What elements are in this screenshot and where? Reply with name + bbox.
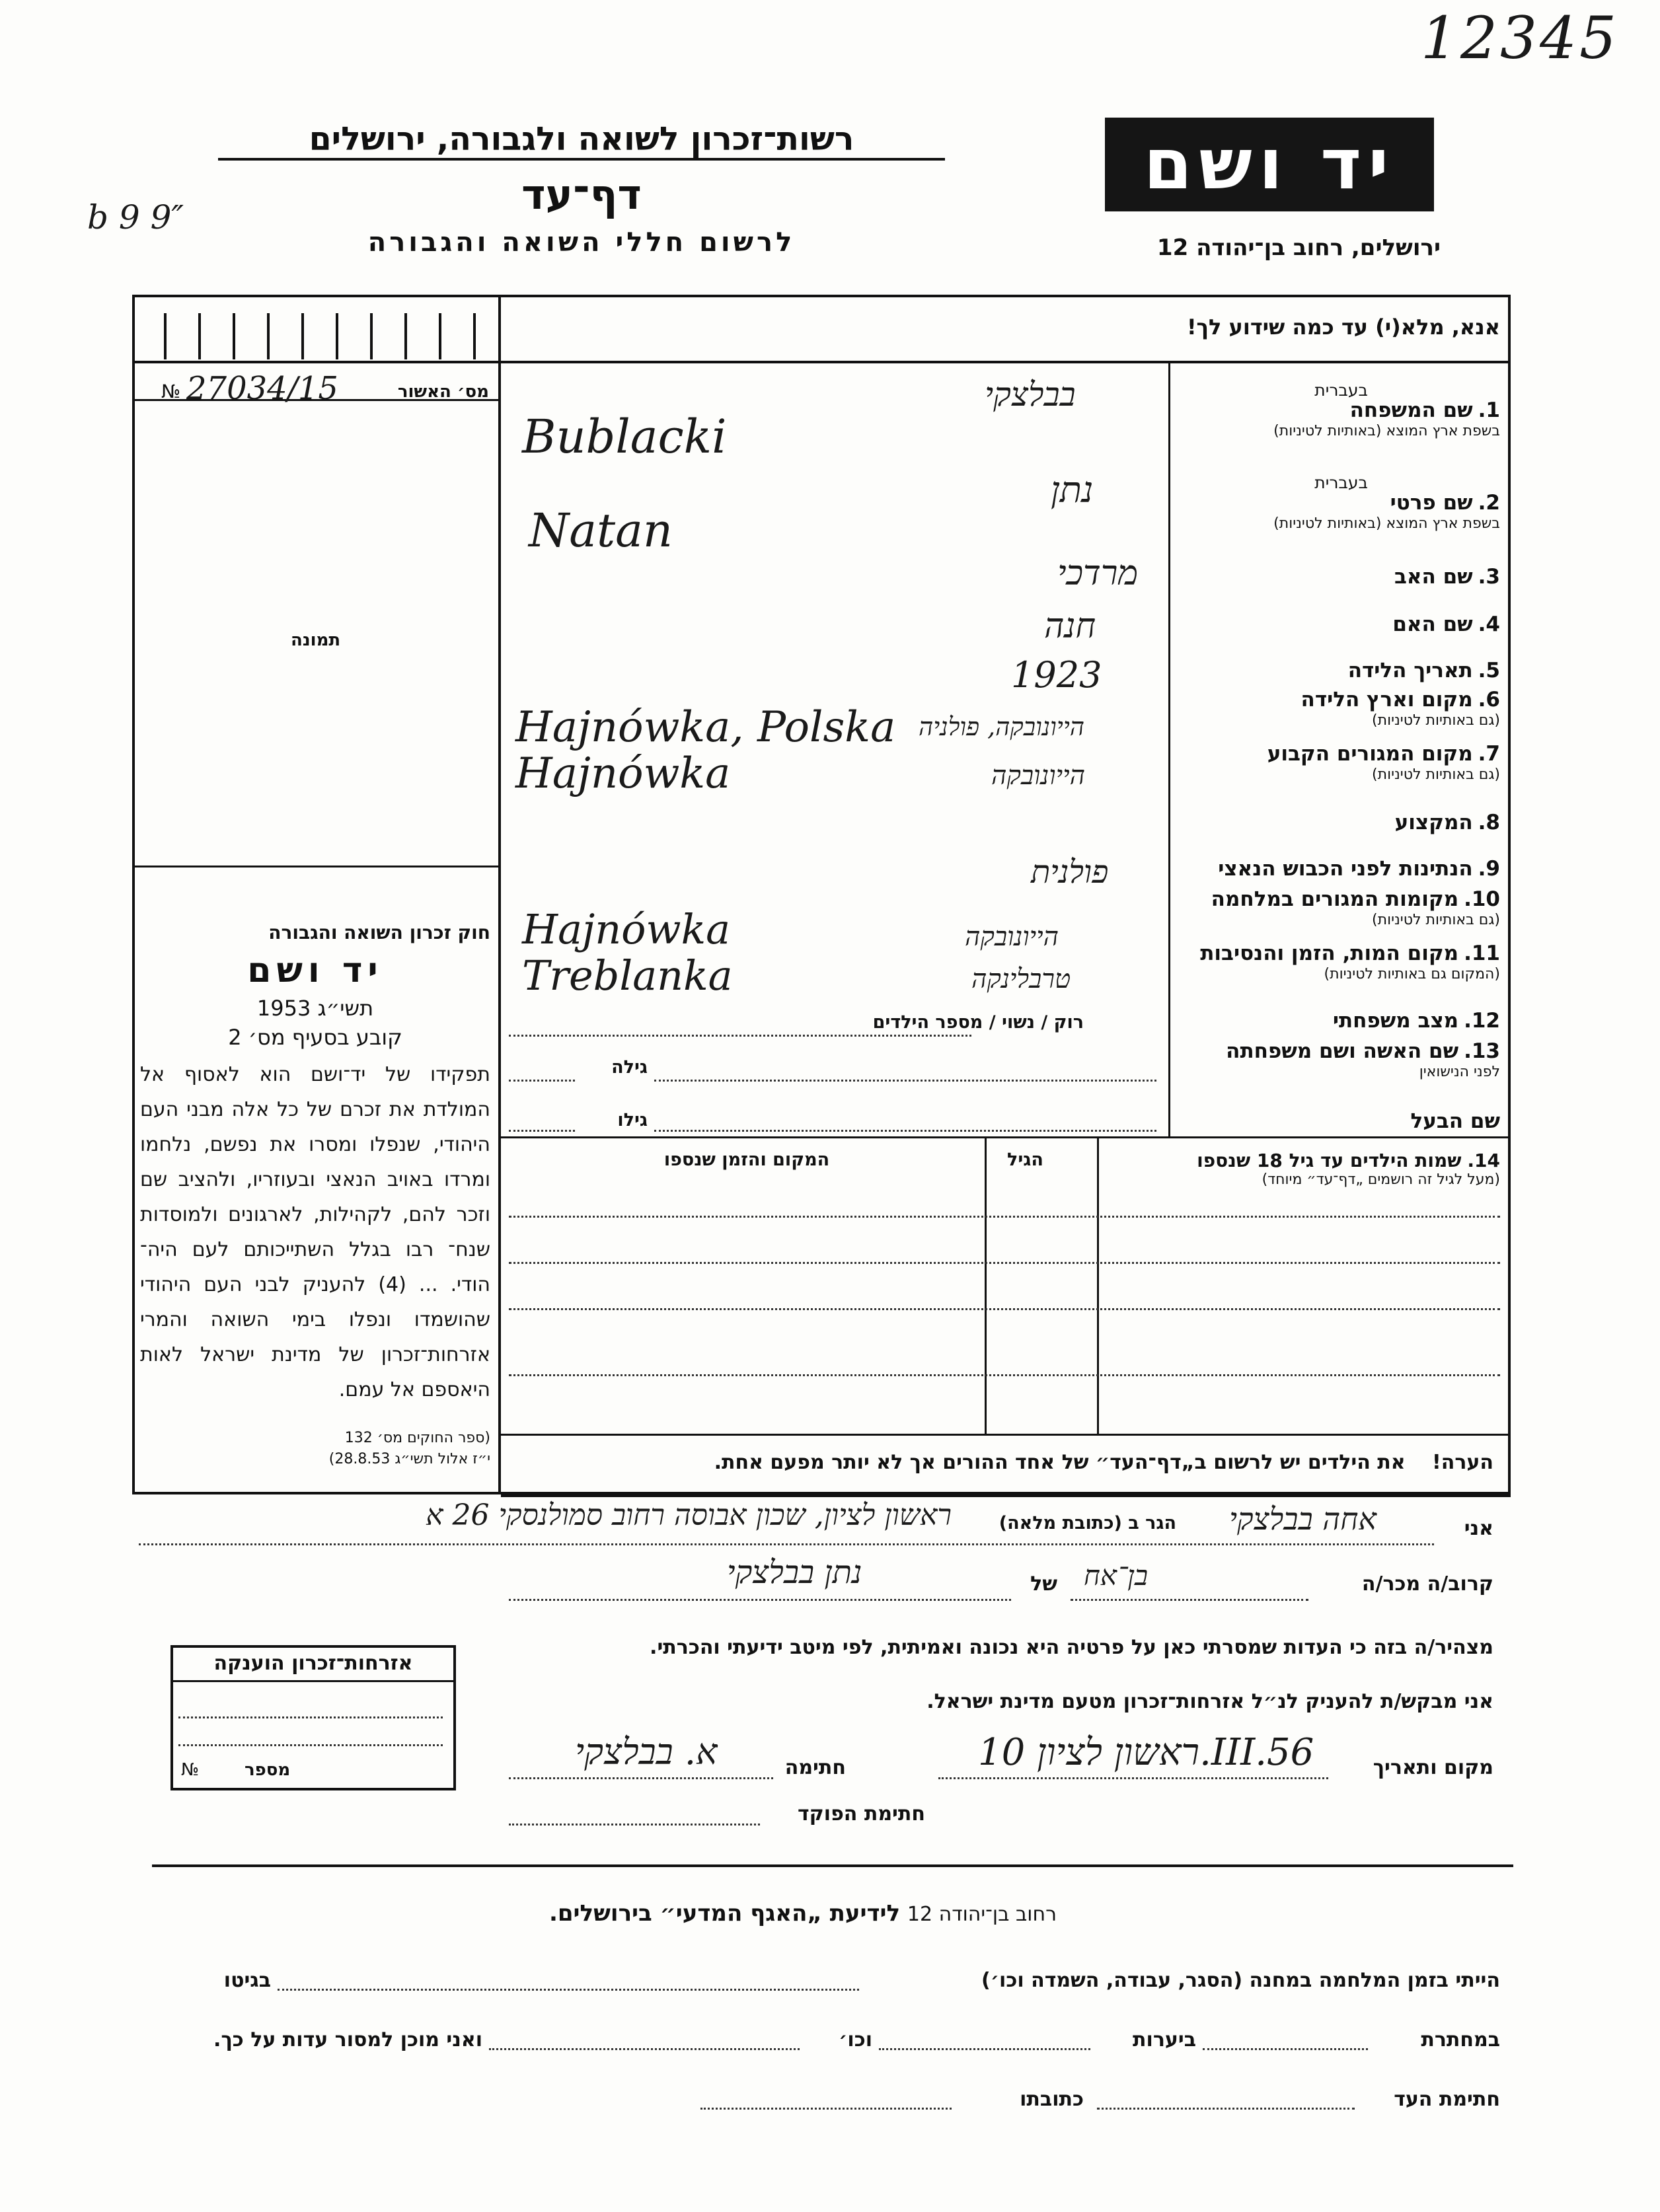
field-10-label: מקומות המגורים במלחמה (1211, 887, 1459, 911)
field-11-label: מקום המות, הזמן והנסיבות (1200, 941, 1459, 965)
place-date-value: ראשון לציון 10.III.56 (978, 1731, 1314, 1774)
children-label: שמות הילדים עד גיל 18 שנספו (1197, 1150, 1462, 1171)
field-11-hebrew-value: טרבלינקה (971, 964, 1071, 994)
husband-age-label: גילו (617, 1110, 648, 1130)
field-12-options: רוק / נשוי / מספר הילדים (872, 1012, 1084, 1033)
field-5-label: תאריך הלידה (1347, 659, 1473, 682)
relation-value: בן־אח (1084, 1559, 1149, 1592)
children-col-age: הגיל (1007, 1150, 1043, 1170)
citizenship-number-label: מספר (245, 1760, 291, 1780)
law-name: יד ושם (247, 951, 383, 990)
field-6-label: מקום וארץ הלידה (1301, 688, 1473, 712)
field-7-hebrew-value: הייונובקה (991, 760, 1086, 791)
field-9-label: הנתינות לפני הכבוש הנאצי (1218, 857, 1473, 881)
request-text: אני מבקש/ת להעניק לנ״ל אזרחות־זכרון מטעם מדינת ישראל. (926, 1690, 1493, 1713)
law-source-1: (ספר החוקים מס׳ 132 (344, 1430, 490, 1446)
field-11-sub: (המקום גם באותיות לטיניות) (1324, 966, 1500, 982)
field-2-num: 2. (1478, 491, 1500, 515)
husband-label: שם הבעל (1410, 1109, 1500, 1133)
field-3-label: שם האב (1394, 565, 1473, 589)
photo-label: תמונה (291, 630, 341, 650)
form-title: דף־עד (521, 170, 642, 219)
field-10-num: 10. (1464, 887, 1500, 911)
field-3-value: מרדכי (1057, 554, 1139, 593)
field-1-latin-value: Bublacki (522, 410, 727, 464)
field-4-num: 4. (1478, 612, 1500, 636)
law-title: חוק זכרון השואה והגבורה (268, 922, 490, 943)
note-text: את הילדים יש לרשום ב„דף־העד״ של אחד ההורים אך לא יותר מפעם אחת. (714, 1451, 1406, 1474)
hebrew-label-1: בעברית (1314, 381, 1368, 400)
footer-line2-d: ואני מוכן למסור עדות על כך. (213, 2028, 482, 2051)
footer-address: רחוב בן־יהודה 12 (907, 1903, 1057, 1926)
instruction: אנא, מלא(י) עד כמה שידוע לך! (1186, 314, 1500, 340)
field-11-num: 11. (1464, 941, 1500, 965)
footer-line3-a: חתימת העד (1394, 2088, 1500, 2111)
field-12-label: מצב משפחתי (1332, 1009, 1459, 1033)
field-11-latin-value: Treblanka (522, 951, 733, 1000)
field-7-label: מקום המגורים הקבוע (1267, 742, 1473, 766)
of-name: נתן בבלצקי (727, 1554, 862, 1591)
footer-line3-b: כתובתו (1020, 2088, 1084, 2111)
field-2-hebrew-value: נתן (1051, 469, 1094, 511)
footer-line1-a: הייתי בזמן המלחמה במחנה (הסגר, עבודה, השמדה וכו׳) (981, 1969, 1500, 1992)
note-label: הערה! (1432, 1451, 1493, 1474)
archive-number: 1234⁧5 (1421, 4, 1619, 72)
field-6-num: 6. (1478, 688, 1500, 712)
field-10-latin-value: Hajnówka (522, 905, 731, 953)
wife-age-label: גילה (611, 1057, 648, 1078)
declaration-text: מצהיר/ה בזה כי העדות שמסרתי כאן על פרטיה היא נכונה ואמיתית, לפי מיטב ידיעתי והכרתי. (650, 1636, 1493, 1659)
law-year: תשי״ג 1953 (256, 996, 374, 1021)
law-text: תפקידו של יד־ושם הוא לאסוף אל המולדת את זכרם של כל אלה מבני העם היהודי, שנפלו ומסרו את נפשם, נלחמו ומרדו באויב הנאצי ובעוזריו, ולהציב שם וזכר להם, לקהילות, לארגונים ולמוסדות שנח־ רבו בגלל השתייכותם לעם היה־ הודי. ... (4) להעניק לבני העם היהודי שהושמדו ונפלו בימי השואה והמרי אזרחות־זכרון של מדינת ישראל לאות היאספם אל עמם. (140, 1063, 490, 1401)
citizenship-number-prefix: № (181, 1760, 200, 1780)
field-5-value: 1923 (1011, 654, 1102, 696)
form-subtitle: לרשום חללי השואה והגבורה (367, 227, 796, 258)
declarant-lives-label: הגר ב (כתובת מלאה) (999, 1513, 1176, 1533)
footer-line1-b: בגיטו (223, 1969, 271, 1992)
field-2-latin-value: Natan (529, 503, 673, 558)
declarant-address: ראשון לציון, שכון אבוסה רחוב סמולנסקי 26 א (426, 1498, 952, 1532)
field-4-value: חנה (1044, 607, 1096, 646)
declarant-name: אחה בבלצקי (1229, 1501, 1377, 1537)
hebrew-label-2: בעברית (1314, 473, 1368, 492)
field-7-num: 7. (1478, 742, 1500, 766)
field-9-value: פולנית (1031, 854, 1109, 891)
place-date-label: מקום ותאריך (1373, 1756, 1493, 1779)
signature-label: חתימה (784, 1756, 846, 1779)
approval-label: מס׳ האשור (397, 382, 489, 402)
field-13-label: שם האשה ושם משפחתה (1226, 1039, 1459, 1063)
field-12-num: 12. (1464, 1009, 1500, 1033)
approval-prefix: № (161, 381, 181, 402)
field-10-hebrew-value: הייונובקה (965, 922, 1059, 952)
footer-line2-c: וכו׳ (839, 2028, 872, 2051)
field-4-label: שם האם (1392, 612, 1473, 636)
field-1-label: שם המשפחה (1349, 398, 1473, 422)
field-3-num: 3. (1478, 565, 1500, 589)
field-2-label: שם פרטי (1390, 491, 1473, 515)
officer-signature-label: חתימת הפוקד (798, 1802, 925, 1825)
of-label: של (1030, 1572, 1057, 1596)
latin-6: (גם באותיות לטיניות) (1372, 712, 1500, 729)
field-13-sub: לפני הנישואין (1419, 1064, 1500, 1080)
latin-7: (גם באותיות לטיניות) (1372, 766, 1500, 783)
latin-10: (גם באותיות לטיניות) (1372, 912, 1500, 928)
field-8-label: המקצוע (1394, 811, 1473, 834)
header-address: ירושלים, רחוב בן־יהודה 12 (1156, 235, 1441, 261)
children-sub: (מעל לגיל זה רושמים „דף־עד״ מיוחד) (1262, 1171, 1500, 1188)
yad-vashem-logo: יד ושם (1105, 118, 1434, 211)
children-col-place: המקום והזמן שנספו (663, 1150, 830, 1170)
authority-title: רשות־זכרון לשואה ולגבורה, ירושלים (218, 120, 945, 161)
declarant-ani-label: אני (1464, 1517, 1493, 1540)
field-8-num: 8. (1478, 811, 1500, 834)
field-1-num: 1. (1478, 398, 1500, 422)
citizenship-box-title: אזרחות־זכרון הוענקה (173, 1652, 453, 1682)
margin-note: b 9 9″ (87, 198, 184, 237)
approval-number: 27034/15 (186, 370, 338, 407)
field-9-num: 9. (1478, 857, 1500, 881)
field-1-hebrew-value: בבלצקי (985, 375, 1076, 414)
law-source-2: י״ז אלול תשי״ג 28.8.53) (328, 1451, 490, 1467)
footer-line2-b: ביערות (1133, 2028, 1196, 2051)
latin-source-1: בשפת ארץ המוצא (באותיות לטיניות) (1273, 423, 1500, 439)
field-5-num: 5. (1478, 659, 1500, 682)
field-6-hebrew-value: הייונובקה, פולניה (919, 712, 1085, 741)
law-clause: קובע בסעיף מס׳ 2 (228, 1025, 402, 1050)
field-13-num: 13. (1464, 1039, 1500, 1063)
footer-line2-a: במחתרת (1421, 2028, 1500, 2051)
signature: א. בבלצקי (575, 1731, 718, 1773)
relation-label: קרוב/ה מכר/ה (1361, 1572, 1493, 1596)
footer-title: לידיעת „האגף המדעי״ בירושלים. (548, 1900, 901, 1927)
children-num: 14. (1467, 1150, 1500, 1171)
latin-source-2: בשפת ארץ המוצא (באותיות לטיניות) (1273, 515, 1500, 532)
field-6-latin-value: Hajnówka, Polska (515, 703, 896, 752)
field-7-latin-value: Hajnówka (515, 749, 731, 798)
